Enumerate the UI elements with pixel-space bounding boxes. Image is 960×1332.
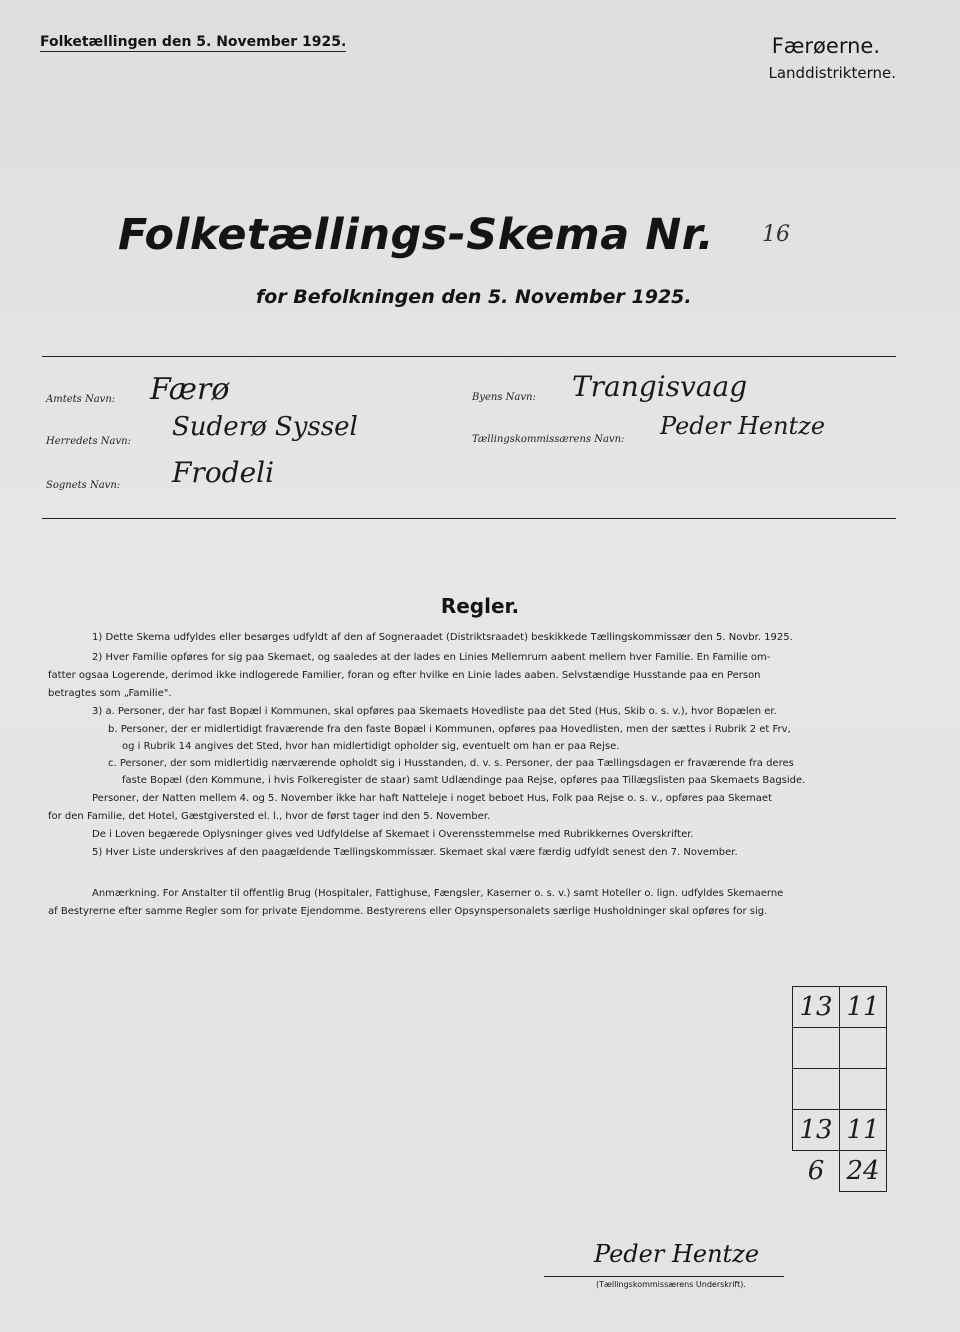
signature[interactable]: Peder Hentze: [594, 1240, 760, 1268]
rule-line: fatter ogsaa Logerende, derimod ikke indlogerede Familier, foran og efter hvilke en Linie lades aaben. Selvstændige Husstande paa en Person: [48, 670, 761, 681]
census-date-header: Folketællingen den 5. November 1925.: [40, 34, 347, 50]
rule-line: 2) Hver Familie opføres for sig paa Skemaet, og saaledes at der lades en Linies Mellemrum aabent mellem hver Familie. En Familie om-: [92, 652, 771, 663]
note-line: Anmærkning. For Anstalter til offentlig Brug (Hospitaler, Fattighuse, Fængsler, Kaserner o. s. v.) samt Hoteller o. lign. udfyldes Skemaerne: [92, 888, 784, 899]
rule-line: De i Loven begærede Oplysninger gives ved Udfyldelse af Skemaet i Overensstemmelse med Rubrikkernes Overskrifter.: [92, 829, 694, 840]
rule-line: b. Personer, der er midlertidigt fraværende fra den faste Bopæl i Kommunen, opføres paa Hovedlisten, men der sættes i Rubrik 2 et Frv,: [108, 724, 791, 735]
rule-line: faste Bopæl (den Kommune, i hvis Folkeregister de staar) samt Udlændinge paa Rejse, opføres paa Tillægslisten paa Skemaets Bagside.: [122, 775, 806, 786]
rule-line: Personer, der Natten mellem 4. og 5. November ikke har haft Natteleje i noget beboet Hus, Folk paa Rejse o. s. v., opføres paa Skemaet: [92, 793, 772, 804]
tally-box: [792, 986, 888, 1196]
tally-cell[interactable]: [792, 1027, 840, 1069]
rule-line: 5) Hver Liste underskrives af den paagældende Tællingskommissær. Skemaet skal være færdig udfyldt senest den 7. November.: [92, 847, 738, 858]
tally-cell[interactable]: [839, 1068, 887, 1110]
bottom-divider: [42, 518, 896, 519]
signature-caption: (Tællingskommissærens Underskrift).: [596, 1280, 746, 1289]
tally-cell[interactable]: 6: [807, 1156, 825, 1186]
top-divider: [42, 356, 896, 357]
tally-cell[interactable]: 13: [792, 1109, 840, 1151]
herred-label: Herredets Navn:: [46, 436, 131, 447]
tally-cell[interactable]: 24: [839, 1150, 887, 1192]
district-type-label: Landdistrikterne.: [768, 64, 896, 82]
rule-line: og i Rubrik 14 angives det Sted, hvor han midlertidigt opholder sig, eventuelt om han er paa Rejse.: [122, 741, 620, 752]
region-label: Færøerne.: [771, 34, 880, 58]
rules-heading: Regler.: [440, 594, 520, 618]
kommissaer-label: Tællingskommissærens Navn:: [472, 434, 625, 445]
amt-label: Amtets Navn:: [46, 394, 116, 405]
rule-line: 3) a. Personer, der har fast Bopæl i Kommunen, skal opføres paa Skemaets Hovedliste paa det Sted (Hus, Skib o. s. v.), hvor Bopælen er.: [92, 706, 777, 717]
rule-line: betragtes som „Familie".: [48, 688, 172, 699]
by-label: Byens Navn:: [472, 392, 536, 403]
herred-value[interactable]: Suderø Syssel: [172, 412, 358, 442]
sogn-label: Sognets Navn:: [46, 480, 121, 491]
rule-line: c. Personer, der som midlertidig nærværende opholdt sig i Husstanden, d. v. s. Personer, der paa Tællingsdagen er fraværende fra deres: [108, 758, 794, 769]
form-title: Folketællings-Skema Nr.: [118, 210, 715, 260]
amt-value[interactable]: Færø: [150, 372, 230, 407]
tally-cell[interactable]: 11: [839, 986, 887, 1028]
form-number: 16: [762, 222, 790, 247]
tally-cell[interactable]: [792, 1068, 840, 1110]
kommissaer-value[interactable]: Peder Hentze: [660, 412, 826, 440]
tally-cell[interactable]: 13: [792, 986, 840, 1028]
tally-cell[interactable]: 11: [839, 1109, 887, 1151]
rule-line: 1) Dette Skema udfyldes eller besørges udfyldt af den af Sogneraadet (Distriktsraadet) beskikkede Tællingskommissær den 5. Novbr. 1925.: [92, 632, 793, 643]
form-subtitle: for Befolkningen den 5. November 1925.: [256, 286, 692, 308]
signature-line: [544, 1276, 784, 1277]
note-line: af Bestyrerne efter samme Regler som for private Ejendomme. Bestyrerens eller Opsynspersonalets særlige Husholdninger skal opføres for sig.: [48, 906, 768, 917]
by-value[interactable]: Trangisvaag: [572, 370, 748, 403]
sogn-value[interactable]: Frodeli: [172, 456, 275, 489]
rule-line: for den Familie, det Hotel, Gæstgiversted el. l., hvor de først tager ind den 5. November.: [48, 811, 491, 822]
tally-cell[interactable]: [839, 1027, 887, 1069]
